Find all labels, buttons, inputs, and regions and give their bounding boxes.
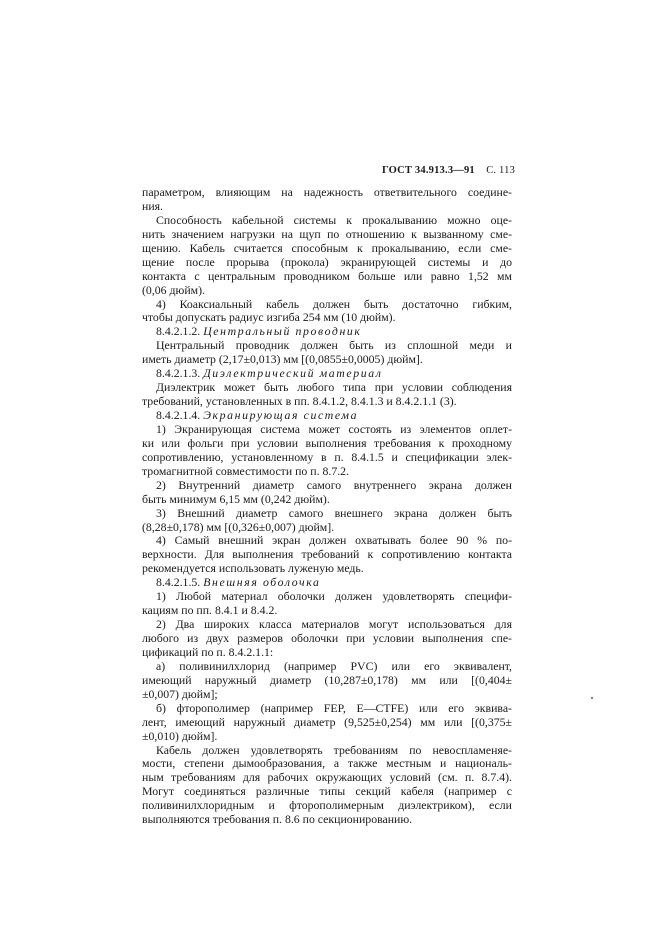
text-line-content: параметром, влияющим на надежность ответвительного соедине- [142,185,512,199]
text-line-content: тромагнитной совместимости по п. 8.7.2. [142,463,350,478]
text-line-content: щению. Кабель считается способным к прокалыванию, если сме- [142,240,512,255]
text-line [142,744,512,758]
section-heading: Диэлектрический материал [203,366,383,381]
text-line [142,716,512,730]
page-header [382,165,516,176]
text-line [142,423,512,437]
text-line [142,186,512,200]
text-line-content: верхности. Для выполнения требований к сопротивлению контакта [142,547,512,562]
text-line [142,409,512,423]
text-line-content: поливинилхлоридным и фторополимерным диэлектриком), если [142,798,512,813]
text-line-content: ±0,007) дюйм]; [142,686,218,701]
text-line [142,562,512,576]
text-line [142,757,512,771]
text-line-content: сопротивлению, установленному в п. 8.4.1.5 и спецификации элек- [142,449,512,464]
text-line-content: б) фторополимер (например FEP, E—CTFE) или его эквива- [156,700,512,715]
text-line-content: кациям по пп. 8.4.1 и 8.4.2. [142,603,278,618]
text-line-content: Диэлектрик может быть любого типа при условии соблюдения [156,380,512,395]
text-line-content: Центральный проводник должен быть из сплошной меди и [156,338,512,353]
text-line-content: (0,06 дюйм). [142,282,205,297]
text-line-content: а) поливинилхлорид (например PVC) или его эквивалент, [156,658,512,673]
text-line-content: 8.4.2.1.4. [156,408,204,422]
text-line-content: ки или фольги при условии выполнения требования к проходному [142,435,512,450]
text-line-content: 2) Внутренний диаметр самого внутреннего экрана должен [156,477,512,492]
text-line [142,646,512,660]
page-number: С. 113 [486,165,516,176]
text-line [142,507,512,521]
text-line [142,451,512,465]
text-line-content: выполняются требования п. 8.6 по секционированию. [142,812,413,827]
text-line-content: контакта с центральным проводником больше или равно 1,52 мм [142,268,512,283]
scan-speck [591,697,593,699]
text-line [142,381,512,395]
text-line-content: Могут соединяться различные типы секций кабеля (например с [142,784,512,799]
text-line [142,353,512,367]
text-line [142,590,512,604]
text-line-content: ±0,010) дюйм]. [142,728,218,743]
text-line-content: цификаций по п. 8.4.2.1.1: [142,644,274,659]
text-line [142,702,512,716]
text-line-content: мости, степени дымообразования, а также местным и националь- [142,756,512,771]
text-line-content: 4) Коаксиальный кабель должен быть достаточно гибким, [156,296,512,311]
text-line-content: 1) Любой материал оболочки должен удовлетворять специфи- [156,589,512,604]
text-line [142,200,512,214]
text-line [142,660,512,674]
text-line [142,284,512,298]
text-line-content: любого из двух размеров оболочки при условии выполнения спе- [142,631,512,645]
text-line-content: (8,28±0,178) мм [(0,326±0,007) дюйм]. [142,519,335,534]
text-line-content: рекомендуется использовать луженую медь. [142,561,364,576]
text-line [142,256,512,270]
text-line [142,270,512,284]
text-line [142,325,512,339]
text-line [142,618,512,632]
text-line-content: Способность кабельной системы к прокалыванию можно оце- [156,212,512,227]
section-heading: Центральный проводник [203,324,362,339]
text-line-content: 2) Два широких класса материалов могут использоваться для [156,617,512,632]
text-line-content: имеющий наружный диаметр (10,287±0,178) мм или [(0,404± [142,672,512,687]
text-line [142,395,512,409]
text-line [142,604,512,618]
text-line [142,534,512,548]
text-line-content: 1) Экранирующая система может состоять из элементов оплет- [156,421,512,436]
text-line-content: 4) Самый внешний экран должен охватывать более 90 % по- [156,533,512,548]
text-line [142,214,512,228]
text-line [142,771,512,785]
text-line [142,367,512,381]
section-heading: Экранирующая система [203,408,359,422]
text-line-content: 8.4.2.1.5. [156,575,204,590]
document-body [142,186,512,827]
text-line [142,674,512,688]
text-line [142,730,512,744]
text-line [142,632,512,646]
text-line [142,813,512,827]
text-line [142,339,512,353]
text-line [142,311,512,325]
standard-number: ГОСТ 34.913.3—91 [382,165,475,176]
text-line-content: чтобы допускать радиус изгиба 254 мм (10 дюйм). [142,310,396,325]
section-heading: Внешняя оболочка [203,575,321,590]
text-line-content: требований, установленных в пп. 8.4.1.2, 8.4.1.3 и 8.4.2.1.1 (3). [142,394,457,409]
text-line-content: щение после прорыва (прокола) экранирующей системы и до [142,254,512,269]
text-line-content: лент, имеющий наружный диаметр (9,525±0,254) мм или [(0,375± [142,714,512,729]
text-line [142,576,512,590]
text-line-content: нить значением нагрузки на щуп по отношению к вызванному сме- [142,226,512,241]
text-line-content: ния. [142,198,164,213]
text-line [142,465,512,479]
text-line [142,493,512,507]
text-line [142,437,512,451]
text-line [142,688,512,702]
text-line-content: иметь диаметр (2,17±0,013) мм [(0,0855±0,0005) дюйм]. [142,352,423,367]
text-line [142,785,512,799]
text-line-content: ным требованиям для рабочих окружающих условий (см. п. 8.7.4). [142,770,512,785]
text-line-content: 8.4.2.1.3. [156,366,204,381]
text-line [142,799,512,813]
text-line-content: быть минимум 6,15 мм (0,242 дюйм). [142,491,330,506]
text-line [142,242,512,256]
text-line [142,298,512,312]
text-line [142,479,512,493]
text-line-content: Кабель должен удовлетворять требованиям по невоспламеняе- [156,742,512,757]
text-line [142,521,512,535]
text-line-content: 8.4.2.1.2. [156,324,204,339]
text-line [142,548,512,562]
text-line-content: 3) Внешний диаметр самого внешнего экрана должен быть [156,505,512,520]
text-line [142,228,512,242]
